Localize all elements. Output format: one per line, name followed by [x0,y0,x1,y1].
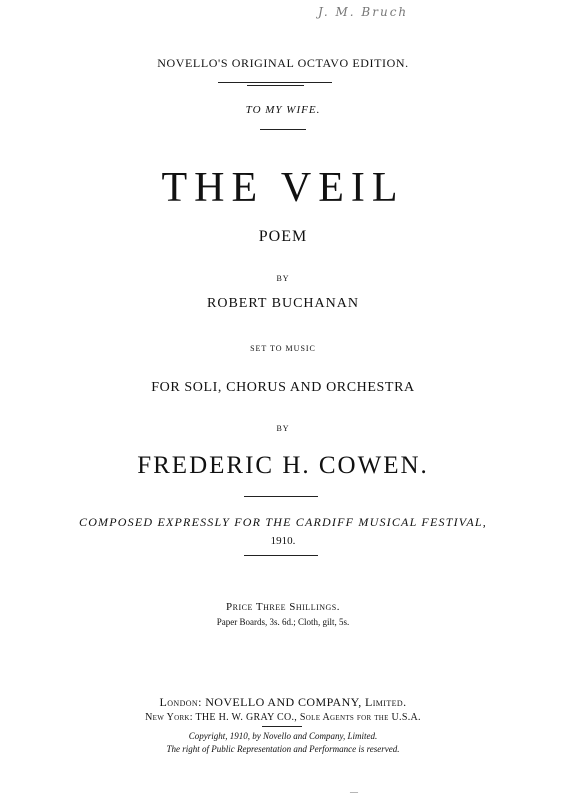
binding-prices: Paper Boards, 3s. 6d.; Cloth, gilt, 5s. [216,617,350,627]
divider [244,496,318,497]
page-mark: — [350,787,358,796]
performing-forces: FOR SOLI, CHORUS AND ORCHESTRA [151,380,415,395]
composer-name: FREDERIC H. COWEN. [137,452,429,479]
subtitle: POEM [258,228,308,245]
handwritten-marginalia: J. M. Bruch [318,5,409,19]
divider [262,726,302,727]
festival-note: COMPOSED EXPRESSLY FOR THE CARDIFF MUSICAL FESTIVAL, [78,515,488,529]
dedication: TO MY WIFE. [245,104,321,116]
author-name: ROBERT BUCHANAN [207,296,359,311]
by-label: BY [276,274,290,283]
year: 1910. [270,535,296,547]
agents-line: New York: THE H. W. GRAY CO., Sole Agents for the U.S.A. [145,712,421,723]
set-to-music-label: SET TO MUSIC [250,344,316,353]
divider [244,555,318,556]
copyright-line: Copyright, 1910, by Novello and Company, Limited. [188,731,378,741]
publisher-line: London: NOVELLO AND COMPANY, Limited. [159,695,407,709]
divider [218,82,332,83]
price-line: Price Three Shillings. [226,601,340,613]
rights-line: The right of Public Representation and Performance is reserved. [166,744,400,754]
by-label: BY [276,424,290,433]
divider [260,129,306,130]
edition-line: NOVELLO'S ORIGINAL OCTAVO EDITION. [157,56,409,70]
page-title: THE VEIL [161,165,405,211]
